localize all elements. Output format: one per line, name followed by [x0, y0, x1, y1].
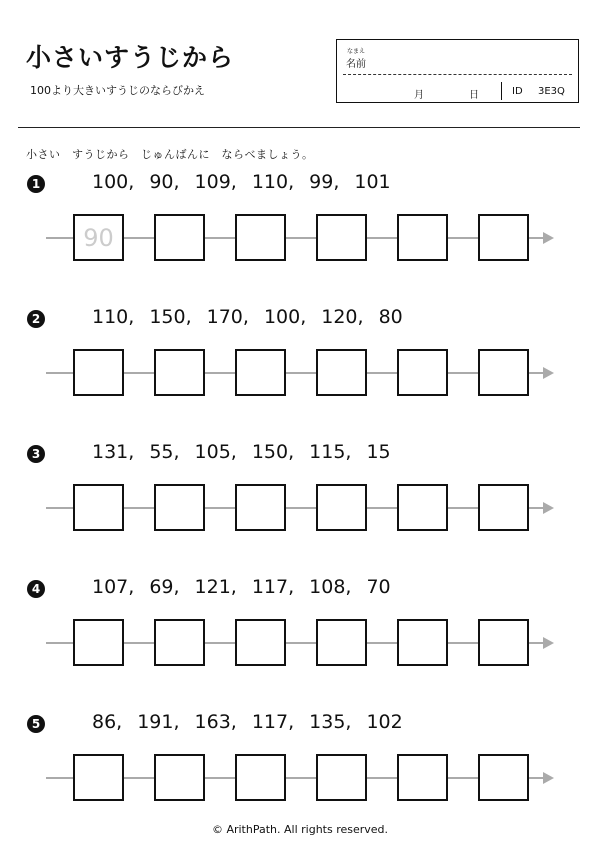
sequence-number: 121,: [194, 576, 237, 598]
sequence-number: 86,: [92, 711, 123, 733]
sequence-number: 109,: [194, 171, 237, 193]
name-label: 名前: [346, 59, 366, 70]
answer-box[interactable]: [235, 484, 286, 531]
sequence-number: 131,: [92, 441, 135, 463]
sequence-number: 191,: [137, 711, 180, 733]
answer-box[interactable]: [73, 619, 124, 666]
answer-box[interactable]: [478, 484, 529, 531]
answer-box[interactable]: [478, 619, 529, 666]
name-dotted-line: [343, 74, 572, 75]
problem-5: [0, 713, 600, 833]
answer-box[interactable]: [316, 349, 367, 396]
sequence-number: 120,: [321, 306, 364, 328]
day-label: 日: [469, 90, 479, 101]
answer-box[interactable]: [397, 754, 448, 801]
answer-box[interactable]: [73, 484, 124, 531]
number-sequence: [92, 576, 406, 598]
answer-box[interactable]: [154, 349, 205, 396]
problem-number-badge: 1: [27, 175, 45, 193]
sequence-number: 70: [366, 576, 391, 598]
id-value: 3E3Q: [538, 86, 565, 97]
answer-box[interactable]: [397, 484, 448, 531]
answer-box[interactable]: [397, 349, 448, 396]
sequence-number: 55,: [149, 441, 180, 463]
page-title: 小さいすうじから: [26, 43, 235, 72]
sequence-number: 150,: [149, 306, 192, 328]
page-subtitle: 100より大きいすうじのならびかえ: [30, 84, 205, 97]
answer-box[interactable]: [316, 484, 367, 531]
name-ruby: なまえ: [347, 48, 366, 55]
sequence-number: 101: [354, 171, 391, 193]
problem-number-badge: 5: [27, 715, 45, 733]
sequence-number: 100,: [263, 306, 307, 328]
answer-box[interactable]: [154, 484, 205, 531]
copyright-footer: © ArithPath. All rights reserved.: [211, 823, 389, 836]
sequence-number: 99,: [309, 171, 340, 193]
problem-1: [0, 173, 600, 293]
answer-box[interactable]: [235, 754, 286, 801]
name-box: [336, 39, 579, 103]
answer-box[interactable]: [316, 214, 367, 261]
answer-box[interactable]: [478, 349, 529, 396]
answer-box[interactable]: [316, 754, 367, 801]
instruction-text: 小さい すうじから じゅんばんに ならべましょう。: [26, 148, 314, 161]
number-sequence: [92, 306, 418, 328]
number-sequence: [92, 711, 418, 733]
sequence-number: 90,: [149, 171, 180, 193]
sequence-number: 163,: [194, 711, 237, 733]
sequence-number: 107,: [92, 576, 135, 598]
sequence-number: 69,: [149, 576, 180, 598]
answer-box[interactable]: [235, 214, 286, 261]
arrow-head-icon: [543, 772, 554, 784]
problem-number-badge: 2: [27, 310, 45, 328]
answer-box[interactable]: [235, 619, 286, 666]
sequence-number: 108,: [309, 576, 352, 598]
sequence-number: 102: [366, 711, 403, 733]
answer-box[interactable]: [316, 619, 367, 666]
id-label: ID: [512, 86, 523, 97]
problem-number-badge: 3: [27, 445, 45, 463]
header-divider: [18, 127, 580, 128]
sequence-number: 110,: [251, 171, 295, 193]
sequence-number: 115,: [309, 441, 352, 463]
problem-3: [0, 443, 600, 563]
sequence-number: 117,: [251, 576, 295, 598]
answer-box[interactable]: [478, 754, 529, 801]
problem-2: [0, 308, 600, 428]
answer-box[interactable]: [154, 619, 205, 666]
answer-box[interactable]: [73, 754, 124, 801]
answer-box[interactable]: [235, 349, 286, 396]
answer-box[interactable]: [478, 214, 529, 261]
answer-box[interactable]: [154, 754, 205, 801]
arrow-head-icon: [543, 637, 554, 649]
answer-box[interactable]: [397, 619, 448, 666]
sequence-number: 100,: [92, 171, 135, 193]
sequence-number: 150,: [251, 441, 295, 463]
sequence-number: 170,: [206, 306, 249, 328]
sequence-number: 15: [366, 441, 391, 463]
arrow-head-icon: [543, 367, 554, 379]
sequence-number: 117,: [251, 711, 295, 733]
arrow-head-icon: [543, 232, 554, 244]
month-label: 月: [414, 90, 424, 101]
problem-number-badge: 4: [27, 580, 45, 598]
sequence-number: 110,: [92, 306, 135, 328]
sequence-number: 80: [378, 306, 403, 328]
answer-box[interactable]: 90: [73, 214, 124, 261]
number-sequence: [92, 171, 406, 193]
arrow-head-icon: [543, 502, 554, 514]
id-separator: [501, 82, 502, 100]
answer-box[interactable]: [397, 214, 448, 261]
sequence-number: 105,: [194, 441, 237, 463]
answer-box[interactable]: [73, 349, 124, 396]
number-sequence: [92, 441, 406, 463]
sequence-number: 135,: [309, 711, 352, 733]
answer-box[interactable]: [154, 214, 205, 261]
problem-4: [0, 578, 600, 698]
